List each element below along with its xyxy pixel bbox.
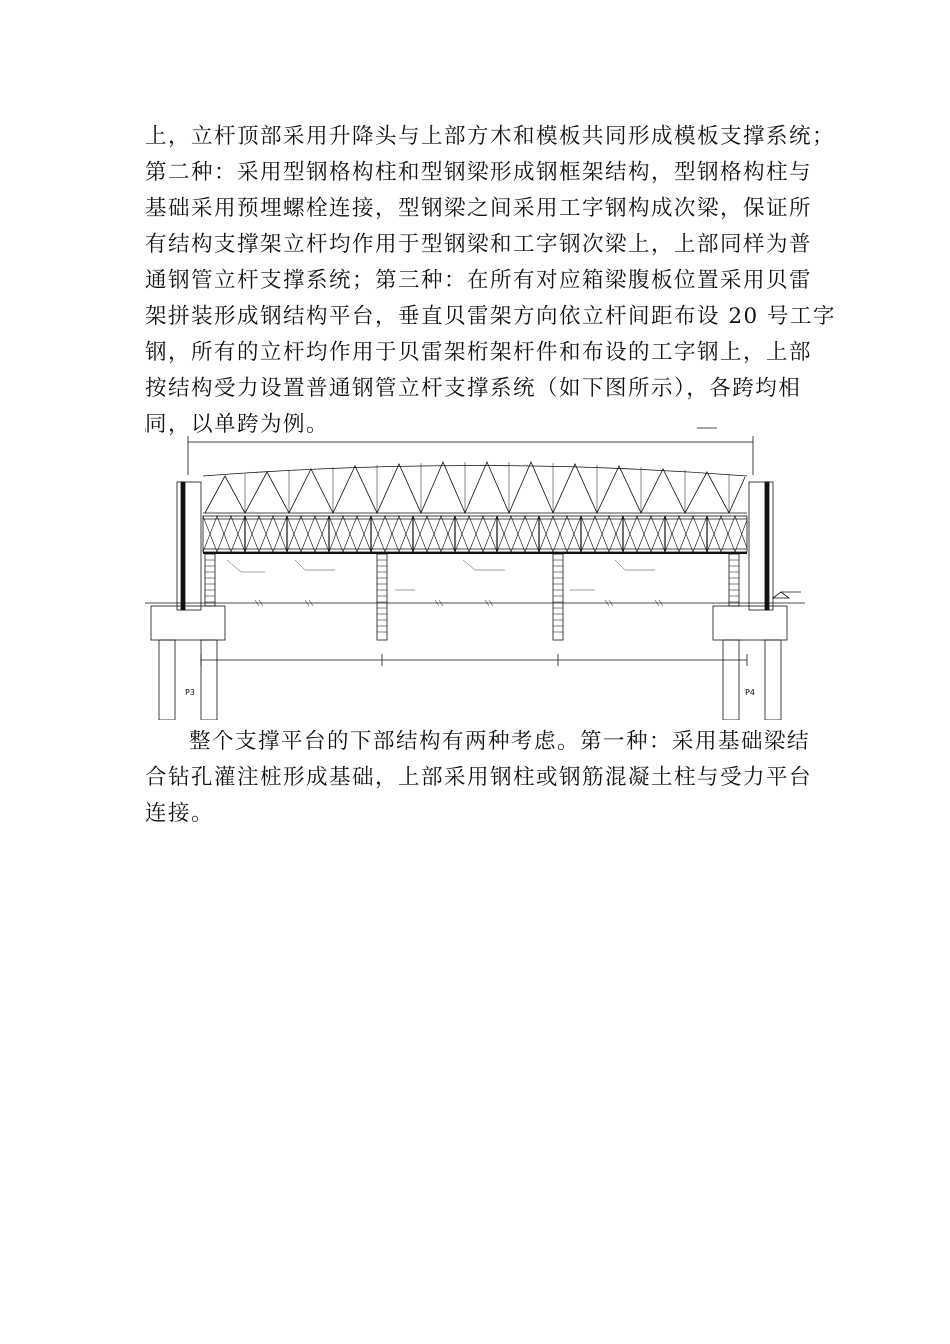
text-line: 上，立杆顶部采用升降头与上部方木和模板共同形成模板支撑系统； [145, 124, 836, 149]
text-line: 钢，所有的立杆均作用于贝雷架桁架杆件和布设的工字钢上，上部 [145, 340, 813, 365]
pier-label-left: P3 [185, 688, 195, 697]
text-line: 第二种：采用型钢格构柱和型钢梁形成钢框架结构，型钢格构柱与 [145, 160, 813, 185]
text-line: 整个支撑平台的下部结构有两种考虑。第一种：采用基础梁结 [189, 729, 811, 754]
text-line: 按结构受力设置普通钢管立杆支撑系统（如下图所示），各跨均相 [145, 376, 802, 401]
text-line: 通钢管立杆支撑系统；第三种：在所有对应箱梁腹板位置采用贝雷 [145, 268, 813, 293]
text-line: 基础采用预埋螺栓连接，型钢梁之间采用工字钢构成次梁，保证所 [145, 196, 813, 221]
text-line: 连接。 [145, 801, 215, 826]
bailey-truss-platform-drawing [145, 420, 805, 720]
text-line: 有结构支撑架立杆均作用于型钢梁和工字钢次梁上，上部同样为普 [145, 232, 813, 257]
paragraph-support-types [145, 119, 837, 443]
text-line: 同，以单跨为例。 [145, 412, 330, 437]
pier-label-right: P4 [745, 688, 755, 697]
text-line: 架拼装形成钢结构平台，垂直贝雷架方向依立杆间距布设 20 号工字 [145, 304, 837, 329]
paragraph-substructure [145, 724, 825, 832]
text-line: 合钻孔灌注桩形成基础，上部采用钢柱或钢筋混凝土柱与受力平台 [145, 765, 813, 790]
